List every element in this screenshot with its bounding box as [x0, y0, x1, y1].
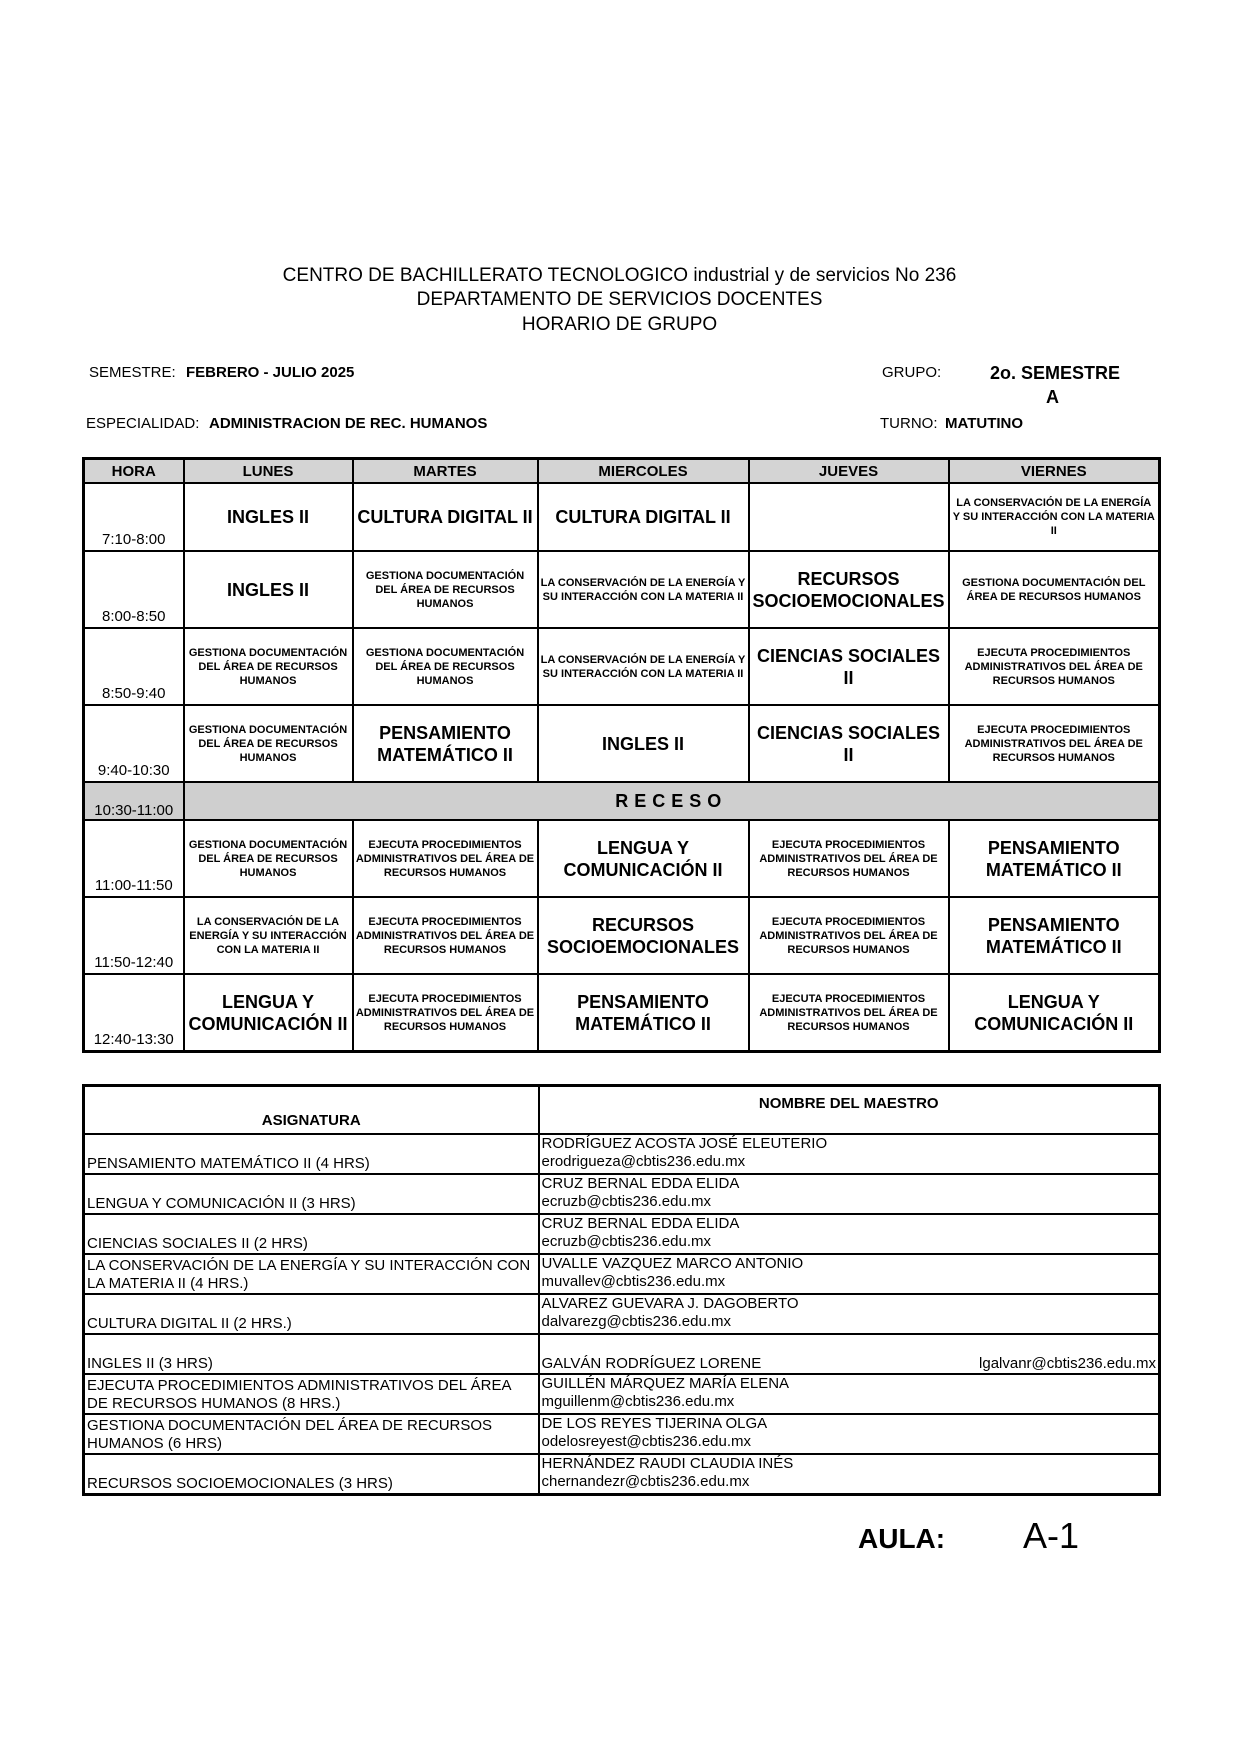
teacher-name: RODRÍGUEZ ACOSTA JOSÉ ELEUTERIO: [541, 1135, 828, 1152]
class-cell: [353, 974, 538, 1052]
time-slot: 11:50-12:40: [84, 897, 184, 974]
subject-name: GESTIONA DOCUMENTACIÓN DEL ÁREA DE RECURSOS HUMANOS: [188, 646, 348, 687]
subject-name: INGLES II: [226, 507, 309, 527]
teacher-cell: [539, 1414, 1160, 1454]
schedule-row: [84, 551, 1160, 628]
grupo-letter: A: [1046, 387, 1059, 407]
schedule-row: [84, 974, 1160, 1052]
teacher-row: [84, 1174, 1160, 1214]
teacher-cell: [539, 1334, 1160, 1374]
teacher-row: [84, 1134, 1160, 1174]
subject-name: EJECUTA PROCEDIMIENTOS ADMINISTRATIVOS DEL ÁREA DE RECURSOS HUMANOS: [964, 723, 1143, 764]
turno-value: MATUTINO: [945, 415, 1024, 432]
class-cell: [949, 974, 1160, 1052]
teacher-row: [84, 1254, 1160, 1294]
class-cell: [949, 628, 1160, 705]
teacher-email[interactable]: ecruzb@cbtis236.edu.mx: [541, 1193, 711, 1210]
class-cell: [184, 974, 353, 1052]
teacher-row: [84, 1454, 1160, 1495]
subject-name: GESTIONA DOCUMENTACIÓN DEL ÁREA DE RECURSOS HUMANOS: [365, 569, 525, 610]
subject-name: PENSAMIENTO MATEMÁTICO II: [575, 991, 711, 1034]
class-cell: [949, 705, 1160, 782]
col-miercoles: MIERCOLES: [538, 459, 749, 484]
time-slot: 9:40-10:30: [84, 705, 184, 782]
subject-name: CULTURA DIGITAL II: [357, 507, 533, 527]
class-cell: [538, 705, 749, 782]
teacher-email[interactable]: lgalvanr@cbtis236.edu.mx: [979, 1355, 1156, 1372]
class-cell: [949, 483, 1160, 551]
aula-value: A-1: [1023, 1515, 1080, 1556]
subject-cell: CULTURA DIGITAL II (2 HRS.): [84, 1294, 539, 1334]
subject-name: EJECUTA PROCEDIMIENTOS ADMINISTRATIVOS DEL ÁREA DE RECURSOS HUMANOS: [759, 838, 938, 879]
col-asignatura: ASIGNATURA: [84, 1086, 539, 1135]
turno-label: TURNO:: [880, 415, 938, 432]
class-cell: [949, 897, 1160, 974]
class-cell: [538, 628, 749, 705]
subject-name: GESTIONA DOCUMENTACIÓN DEL ÁREA DE RECURSOS HUMANOS: [188, 838, 348, 879]
especialidad-label: ESPECIALIDAD:: [86, 415, 200, 432]
class-cell: [749, 897, 949, 974]
recess-label: RECESO: [184, 782, 1160, 820]
teacher-email[interactable]: mguillenm@cbtis236.edu.mx: [541, 1393, 735, 1410]
teacher-email[interactable]: chernandezr@cbtis236.edu.mx: [541, 1473, 750, 1490]
subject-name: RECURSOS SOCIOEMOCIONALES: [546, 914, 739, 957]
teacher-email[interactable]: erodrigueza@cbtis236.edu.mx: [541, 1153, 746, 1170]
teacher-name: GUILLÉN MÁRQUEZ MARÍA ELENA: [541, 1375, 790, 1392]
teacher-name: UVALLE VAZQUEZ MARCO ANTONIO: [541, 1255, 804, 1272]
schedule-table: [82, 457, 1161, 1053]
class-cell: [538, 974, 749, 1052]
class-cell: [749, 628, 949, 705]
teacher-name: DE LOS REYES TIJERINA OLGA: [541, 1415, 768, 1432]
teacher-row: [84, 1374, 1160, 1414]
teacher-name: CRUZ BERNAL EDDA ELIDA: [541, 1215, 740, 1232]
class-cell: [538, 551, 749, 628]
subject-name: LA CONSERVACIÓN DE LA ENERGÍA Y SU INTERACCIÓN CON LA MATERIA II: [540, 653, 746, 680]
schedule-row: [84, 628, 1160, 705]
subject-name: CULTURA DIGITAL II: [555, 507, 731, 527]
class-cell: [949, 820, 1160, 897]
class-cell: [749, 705, 949, 782]
teacher-row: [84, 1214, 1160, 1254]
col-viernes: VIERNES: [949, 459, 1160, 484]
subject-name: EJECUTA PROCEDIMIENTOS ADMINISTRATIVOS DEL ÁREA DE RECURSOS HUMANOS: [759, 992, 938, 1033]
subject-cell: LENGUA Y COMUNICACIÓN II (3 HRS): [84, 1174, 539, 1214]
teacher-row: [84, 1294, 1160, 1334]
subject-name: INGLES II: [226, 579, 309, 600]
semestre-label: SEMESTRE:: [89, 364, 176, 381]
teacher-email[interactable]: odelosreyest@cbtis236.edu.mx: [541, 1433, 752, 1450]
subject-cell: CIENCIAS SOCIALES II (2 HRS): [84, 1214, 539, 1254]
subject-name: EJECUTA PROCEDIMIENTOS ADMINISTRATIVOS DEL ÁREA DE RECURSOS HUMANOS: [355, 838, 535, 879]
subject-cell: PENSAMIENTO MATEMÁTICO II (4 HRS): [84, 1134, 539, 1174]
subject-cell: RECURSOS SOCIOEMOCIONALES (3 HRS): [84, 1454, 539, 1495]
subject-name: CIENCIAS SOCIALES II: [756, 645, 941, 688]
class-cell: [184, 705, 353, 782]
teacher-email[interactable]: dalvarezg@cbtis236.edu.mx: [541, 1313, 731, 1330]
subject-name: INGLES II: [601, 733, 684, 754]
teacher-cell: [539, 1254, 1160, 1294]
time-slot: 8:00-8:50: [84, 551, 184, 628]
subject-cell: INGLES II (3 HRS): [84, 1334, 539, 1374]
subject-name: LA CONSERVACIÓN DE LA ENERGÍA Y SU INTERACCIÓN CON LA MATERIA II: [540, 576, 746, 603]
col-nombre-maestro: NOMBRE DEL MAESTRO: [539, 1086, 1160, 1135]
subject-cell: LA CONSERVACIÓN DE LA ENERGÍA Y SU INTERACCIÓN CON LA MATERIA II (4 HRS.): [84, 1254, 539, 1294]
teacher-cell: [539, 1454, 1160, 1495]
teacher-name: HERNÁNDEZ RAUDI CLAUDIA INÉS: [541, 1455, 794, 1472]
subject-name: LA CONSERVACIÓN DE LA ENERGÍA Y SU INTERACCIÓN CON LA MATERIA II: [952, 497, 1155, 537]
teacher-email[interactable]: muvallev@cbtis236.edu.mx: [541, 1273, 726, 1290]
col-hora: HORA: [84, 459, 184, 484]
subject-name: EJECUTA PROCEDIMIENTOS ADMINISTRATIVOS DEL ÁREA DE RECURSOS HUMANOS: [964, 646, 1143, 687]
col-lunes: LUNES: [184, 459, 353, 484]
col-martes: MARTES: [353, 459, 538, 484]
schedule-row: [84, 897, 1160, 974]
teacher-header-row: [84, 1086, 1160, 1135]
subject-cell: EJECUTA PROCEDIMIENTOS ADMINISTRATIVOS DEL ÁREA DE RECURSOS HUMANOS (8 HRS.): [84, 1374, 539, 1414]
subject-name: LENGUA Y COMUNICACIÓN II: [563, 837, 723, 880]
schedule-row: [84, 705, 1160, 782]
time-slot: 10:30-11:00: [84, 782, 184, 820]
subject-name: PENSAMIENTO MATEMÁTICO II: [985, 914, 1122, 957]
class-cell: [538, 820, 749, 897]
subject-name: EJECUTA PROCEDIMIENTOS ADMINISTRATIVOS DEL ÁREA DE RECURSOS HUMANOS: [355, 992, 535, 1033]
class-cell: [353, 820, 538, 897]
subject-name: RECURSOS SOCIOEMOCIONALES: [752, 568, 945, 611]
class-cell: [184, 551, 353, 628]
schedule-row: [84, 820, 1160, 897]
especialidad-value: ADMINISTRACION DE REC. HUMANOS: [209, 415, 488, 432]
teacher-table: [82, 1084, 1161, 1496]
subject-name: GESTIONA DOCUMENTACIÓN DEL ÁREA DE RECURSOS HUMANOS: [188, 723, 348, 764]
aula-label: AULA:: [858, 1523, 946, 1554]
class-cell: [749, 483, 949, 551]
teacher-name: GALVÁN RODRÍGUEZ LORENE: [541, 1355, 762, 1372]
time-slot: 8:50-9:40: [84, 628, 184, 705]
class-cell: [353, 897, 538, 974]
schedule-row: [84, 483, 1160, 551]
class-cell: [353, 551, 538, 628]
subject-name: LA CONSERVACIÓN DE LA ENERGÍA Y SU INTERACCIÓN CON LA MATERIA II: [189, 915, 347, 956]
class-cell: [749, 974, 949, 1052]
subject-name: GESTIONA DOCUMENTACIÓN DEL ÁREA DE RECURSOS HUMANOS: [365, 646, 525, 687]
subject-name: LENGUA Y COMUNICACIÓN II: [188, 991, 348, 1034]
recess-row: [84, 782, 1160, 820]
teacher-name: ALVAREZ GUEVARA J. DAGOBERTO: [541, 1295, 799, 1312]
class-cell: [749, 551, 949, 628]
teacher-cell: [539, 1214, 1160, 1254]
subject-cell: GESTIONA DOCUMENTACIÓN DEL ÁREA DE RECURSOS HUMANOS (6 HRS): [84, 1414, 539, 1454]
school-name: CENTRO DE BACHILLERATO TECNOLOGICO industrial y de servicios No 236: [282, 265, 957, 286]
teacher-row: [84, 1334, 1160, 1374]
class-cell: [538, 897, 749, 974]
schedule-header-row: [84, 459, 1160, 484]
subject-name: PENSAMIENTO MATEMÁTICO II: [377, 722, 513, 765]
grupo-value: 2o. SEMESTRE: [990, 363, 1121, 383]
class-cell: [538, 483, 749, 551]
time-slot: 11:00-11:50: [84, 820, 184, 897]
semestre-value: FEBRERO - JULIO 2025: [186, 364, 355, 381]
subject-name: EJECUTA PROCEDIMIENTOS ADMINISTRATIVOS DEL ÁREA DE RECURSOS HUMANOS: [759, 915, 938, 956]
class-cell: [184, 483, 353, 551]
teacher-row: [84, 1414, 1160, 1454]
teacher-email[interactable]: ecruzb@cbtis236.edu.mx: [541, 1233, 711, 1250]
subject-name: PENSAMIENTO MATEMÁTICO II: [985, 837, 1122, 880]
time-slot: 12:40-13:30: [84, 974, 184, 1052]
teacher-cell: [539, 1134, 1160, 1174]
teacher-name: CRUZ BERNAL EDDA ELIDA: [541, 1175, 740, 1192]
class-cell: [184, 820, 353, 897]
subject-name: LENGUA Y COMUNICACIÓN II: [974, 991, 1134, 1034]
teacher-cell: [539, 1294, 1160, 1334]
class-cell: [184, 897, 353, 974]
class-cell: [353, 483, 538, 551]
class-cell: [184, 628, 353, 705]
subject-name: GESTIONA DOCUMENTACIÓN DEL ÁREA DE RECURSOS HUMANOS: [962, 576, 1146, 603]
subject-name: CIENCIAS SOCIALES II: [756, 722, 941, 765]
teacher-cell: [539, 1174, 1160, 1214]
class-cell: [353, 705, 538, 782]
col-jueves: JUEVES: [749, 459, 949, 484]
class-cell: [353, 628, 538, 705]
teacher-cell: [539, 1374, 1160, 1414]
class-cell: [749, 820, 949, 897]
subject-name: EJECUTA PROCEDIMIENTOS ADMINISTRATIVOS DEL ÁREA DE RECURSOS HUMANOS: [355, 915, 535, 956]
document-title: HORARIO DE GRUPO: [521, 314, 718, 335]
class-cell: [949, 551, 1160, 628]
time-slot: 7:10-8:00: [84, 483, 184, 551]
grupo-label: GRUPO:: [882, 364, 942, 381]
department-name: DEPARTAMENTO DE SERVICIOS DOCENTES: [416, 289, 823, 310]
